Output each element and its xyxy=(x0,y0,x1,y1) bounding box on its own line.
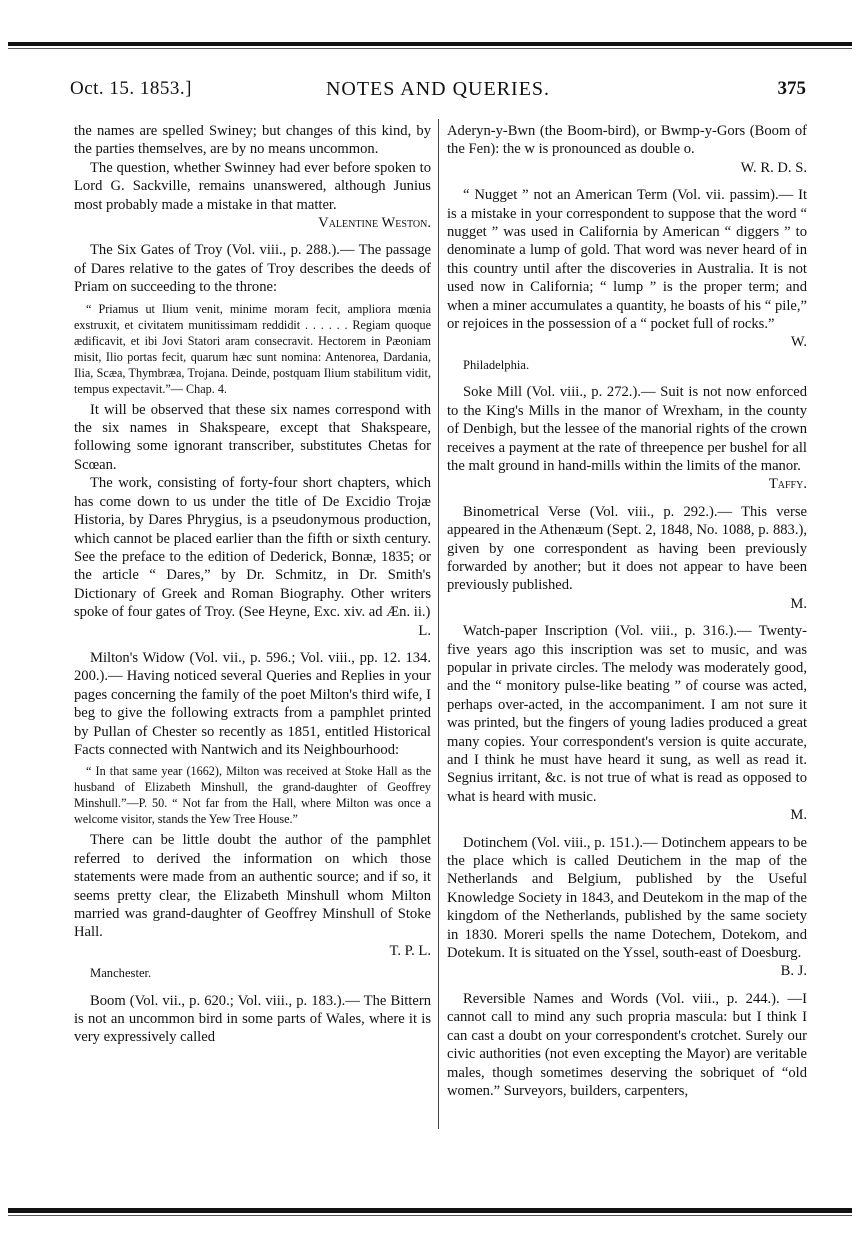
watch-paper-paragraph: Watch-paper Inscription (Vol. viii., p. 316.).— Twenty-five years ago this inscription was set to music, and was popular in private circles. The melody was moderately good, and the “ monitory pulse-like beating ” of course was acted, perhaps over-acted, in the accompaniment. I am not sure it was printed, but the fingers of young ladies produced a great many copies. Your correspondent's version is quite accurate, and I think he must have heard it sung, as well as read it. Segnius irritant, &c. is not true of what is read as opposed to what is heard with music. xyxy=(447,623,807,805)
place-manchester: Manchester. xyxy=(90,966,152,981)
left-paragraph-7: There can be little doubt the author of the pamphlet referred to derived the information on which those statements were made from an authentic source; and if so, it seems pretty clear, the Elizabeth Minshull whom Milton married was grand-daughter of Geoffrey Minshull of Stoke Hall. xyxy=(74,832,431,941)
page-header xyxy=(70,78,806,104)
reversible-names-paragraph: Reversible Names and Words (Vol. viii., p. 244.). —I cannot call to mind any such propria mascula: but I think I can cast a doubt on your correspondent's crotchet. Surely our civic authorities (not even excepting the Mayor) are veritable males, though sometimes deserving the sobriquet of “old women.” Surveyors, builders, carpenters, xyxy=(447,990,807,1099)
signature-valentine-weston: Valentine Weston. xyxy=(318,215,431,232)
right-column xyxy=(447,122,807,1100)
left-paragraph-5: The work, consisting of forty-four short chapters, which has come down to us under the title of De Excidio Trojæ Historia, by Dares Phrygius, is a pseudonymous production, which cannot be placed earlier than the fifth or sixth century. See the preface to the edition of Dederick, Bonnæ, 1835; or the article “ Dares,” by Dr. Schmitz, in Dr. Smith's Dictionary of Greek and Roman Biography. Other writers spoke of four gates of Troy. (See Heyne, Exc. xiv. ad Æn. ii.) xyxy=(74,475,431,621)
left-paragraph-4: It will be observed that these six names correspond with the six names in Shakspeare, except that Shakspeare, following some ignorant transcriber, substitutes Chetas for Scœan. xyxy=(74,401,431,473)
binometrical-verse-paragraph: Binometrical Verse (Vol. viii., p. 292.).— This verse appeared in the Athenæum (Sept. 2, 1848, No. 1088, p. 883.), given by one correspondent as having been previously forwarded by another; but it does not appear to have been previously published. xyxy=(447,503,807,594)
dares-quotation: “ Priamus ut Ilium venit, minime moram fecit, ampliora mœnia exstruxit, et civitatem munitissimam reddidit . . . . . . Regiam quoque ædificavit, et ibi Jovi Statori aram consecravit. Hectorem in Pæoniam misit, Ilio portas fecit, quarum hæc sunt nomina: Antenorea, Dardania, Ilia, Scæa, Thymbræa, Trojana. Deinde, postquam Ilium stabilitum vidit, tempus expectavit.”— Chap. 4. xyxy=(74,301,431,396)
signature-l: L. xyxy=(418,622,431,639)
column-divider xyxy=(438,119,439,1129)
place-philadelphia: Philadelphia. xyxy=(463,357,530,372)
signature-wrds: W. R. D. S. xyxy=(740,159,807,176)
top-rule-thin xyxy=(8,48,852,49)
six-gates-of-troy-heading-paragraph: The Six Gates of Troy (Vol. viii., p. 288.).— The passage of Dares relative to the gates of Troy describes the deeds of Priam on succeeding to the throne: xyxy=(74,242,431,296)
left-paragraph-2: The question, whether Swinney had ever before spoken to Lord G. Sackville, remains unanswered, although Junius most probably made a mistake in that matter. xyxy=(74,159,431,213)
right-paragraph-1: Aderyn-y-Bwn (the Boom-bird), or Bwmp-y-Gors (Boom of the Fen): the w is pronounced as double o. xyxy=(447,123,807,158)
left-column xyxy=(74,122,431,1047)
signature-taffy: Taffy. xyxy=(768,476,807,493)
header-date: Oct. 15. 1853.] xyxy=(70,78,193,99)
nantwich-quotation: “ In that same year (1662), Milton was received at Stoke Hall as the husband of Elizabeth Minshull, the grand-daughter of Geoffrey Minshull.”—P. 50. “ Not far from the Hall, where Milton was once a welcome visitor, stands the Yew Tree House.” xyxy=(74,764,431,827)
nugget-paragraph: “ Nugget ” not an American Term (Vol. vii. passim).— It is a mistake in your correspondent to suppose that the word “ nugget ” was used in California by American “ diggers ” to denominate a lump of gold. That word was never heard of in this country until after the discoveries in Australia. It is not used now in California; “ lump ” is the proper term; and when a miner accumulates a quantity, he boasts of his “ pile,” or rejoices in the possession of a “ pocket full of rocks.” xyxy=(447,187,807,333)
header-title: NOTES AND QUERIES. xyxy=(325,78,551,100)
signature-m-2: M. xyxy=(790,807,807,824)
top-rule xyxy=(8,42,852,46)
dotinchem-paragraph: Dotinchem (Vol. viii., p. 151.).— Dotinchem appears to be the place which is called Deutichem in the map of the Netherlands and Belgium, published by the Useful Knowledge Society in 1843, and Deutekom in the map of the kingdom of the Netherlands, published by the same society in 1830. Moreri spells the name Dotechem, Dotekom, and Dotekum. It is situated on the Yssel, south-east of Doesburg. xyxy=(447,834,807,962)
soke-mill-paragraph: Soke Mill (Vol. viii., p. 272.).— Suit is not now enforced to the King's Mills in the manor of Wrexham, in the county of Denbigh, but the lessee of the manorial rights of the crown receives a payment at the rate of threepence per bushel for all the malt ground in hand-mills within the limits of the manor. xyxy=(447,384,807,474)
signature-bj: B. J. xyxy=(780,963,807,980)
signature-w: W. xyxy=(790,334,807,351)
boom-paragraph: Boom (Vol. vii., p. 620.; Vol. viii., p. 183.).— The Bittern is not an uncommon bird in some parts of Wales, where it is very expressively called xyxy=(74,992,431,1046)
signature-m-1: M. xyxy=(790,595,807,612)
left-paragraph-1: the names are spelled Swiney; but changes of this kind, by the parties themselves, are by no means uncommon. xyxy=(74,123,431,158)
signature-tpl: T. P. L. xyxy=(389,942,431,959)
miltons-widow-paragraph: Milton's Widow (Vol. vii., p. 596.; Vol. viii., pp. 12. 134. 200.).— Having noticed several Queries and Replies in your pages concerning the family of the poet Milton's third wife, I beg to give the following extracts from a pamphlet printed by Pullan of Chester so recently as 1851, entitled Historical Facts connected with Nantwich and its Neighbourhood: xyxy=(74,649,431,758)
page-number: 375 xyxy=(777,78,806,99)
bottom-rule xyxy=(8,1208,852,1213)
bottom-rule-thin xyxy=(8,1215,852,1216)
